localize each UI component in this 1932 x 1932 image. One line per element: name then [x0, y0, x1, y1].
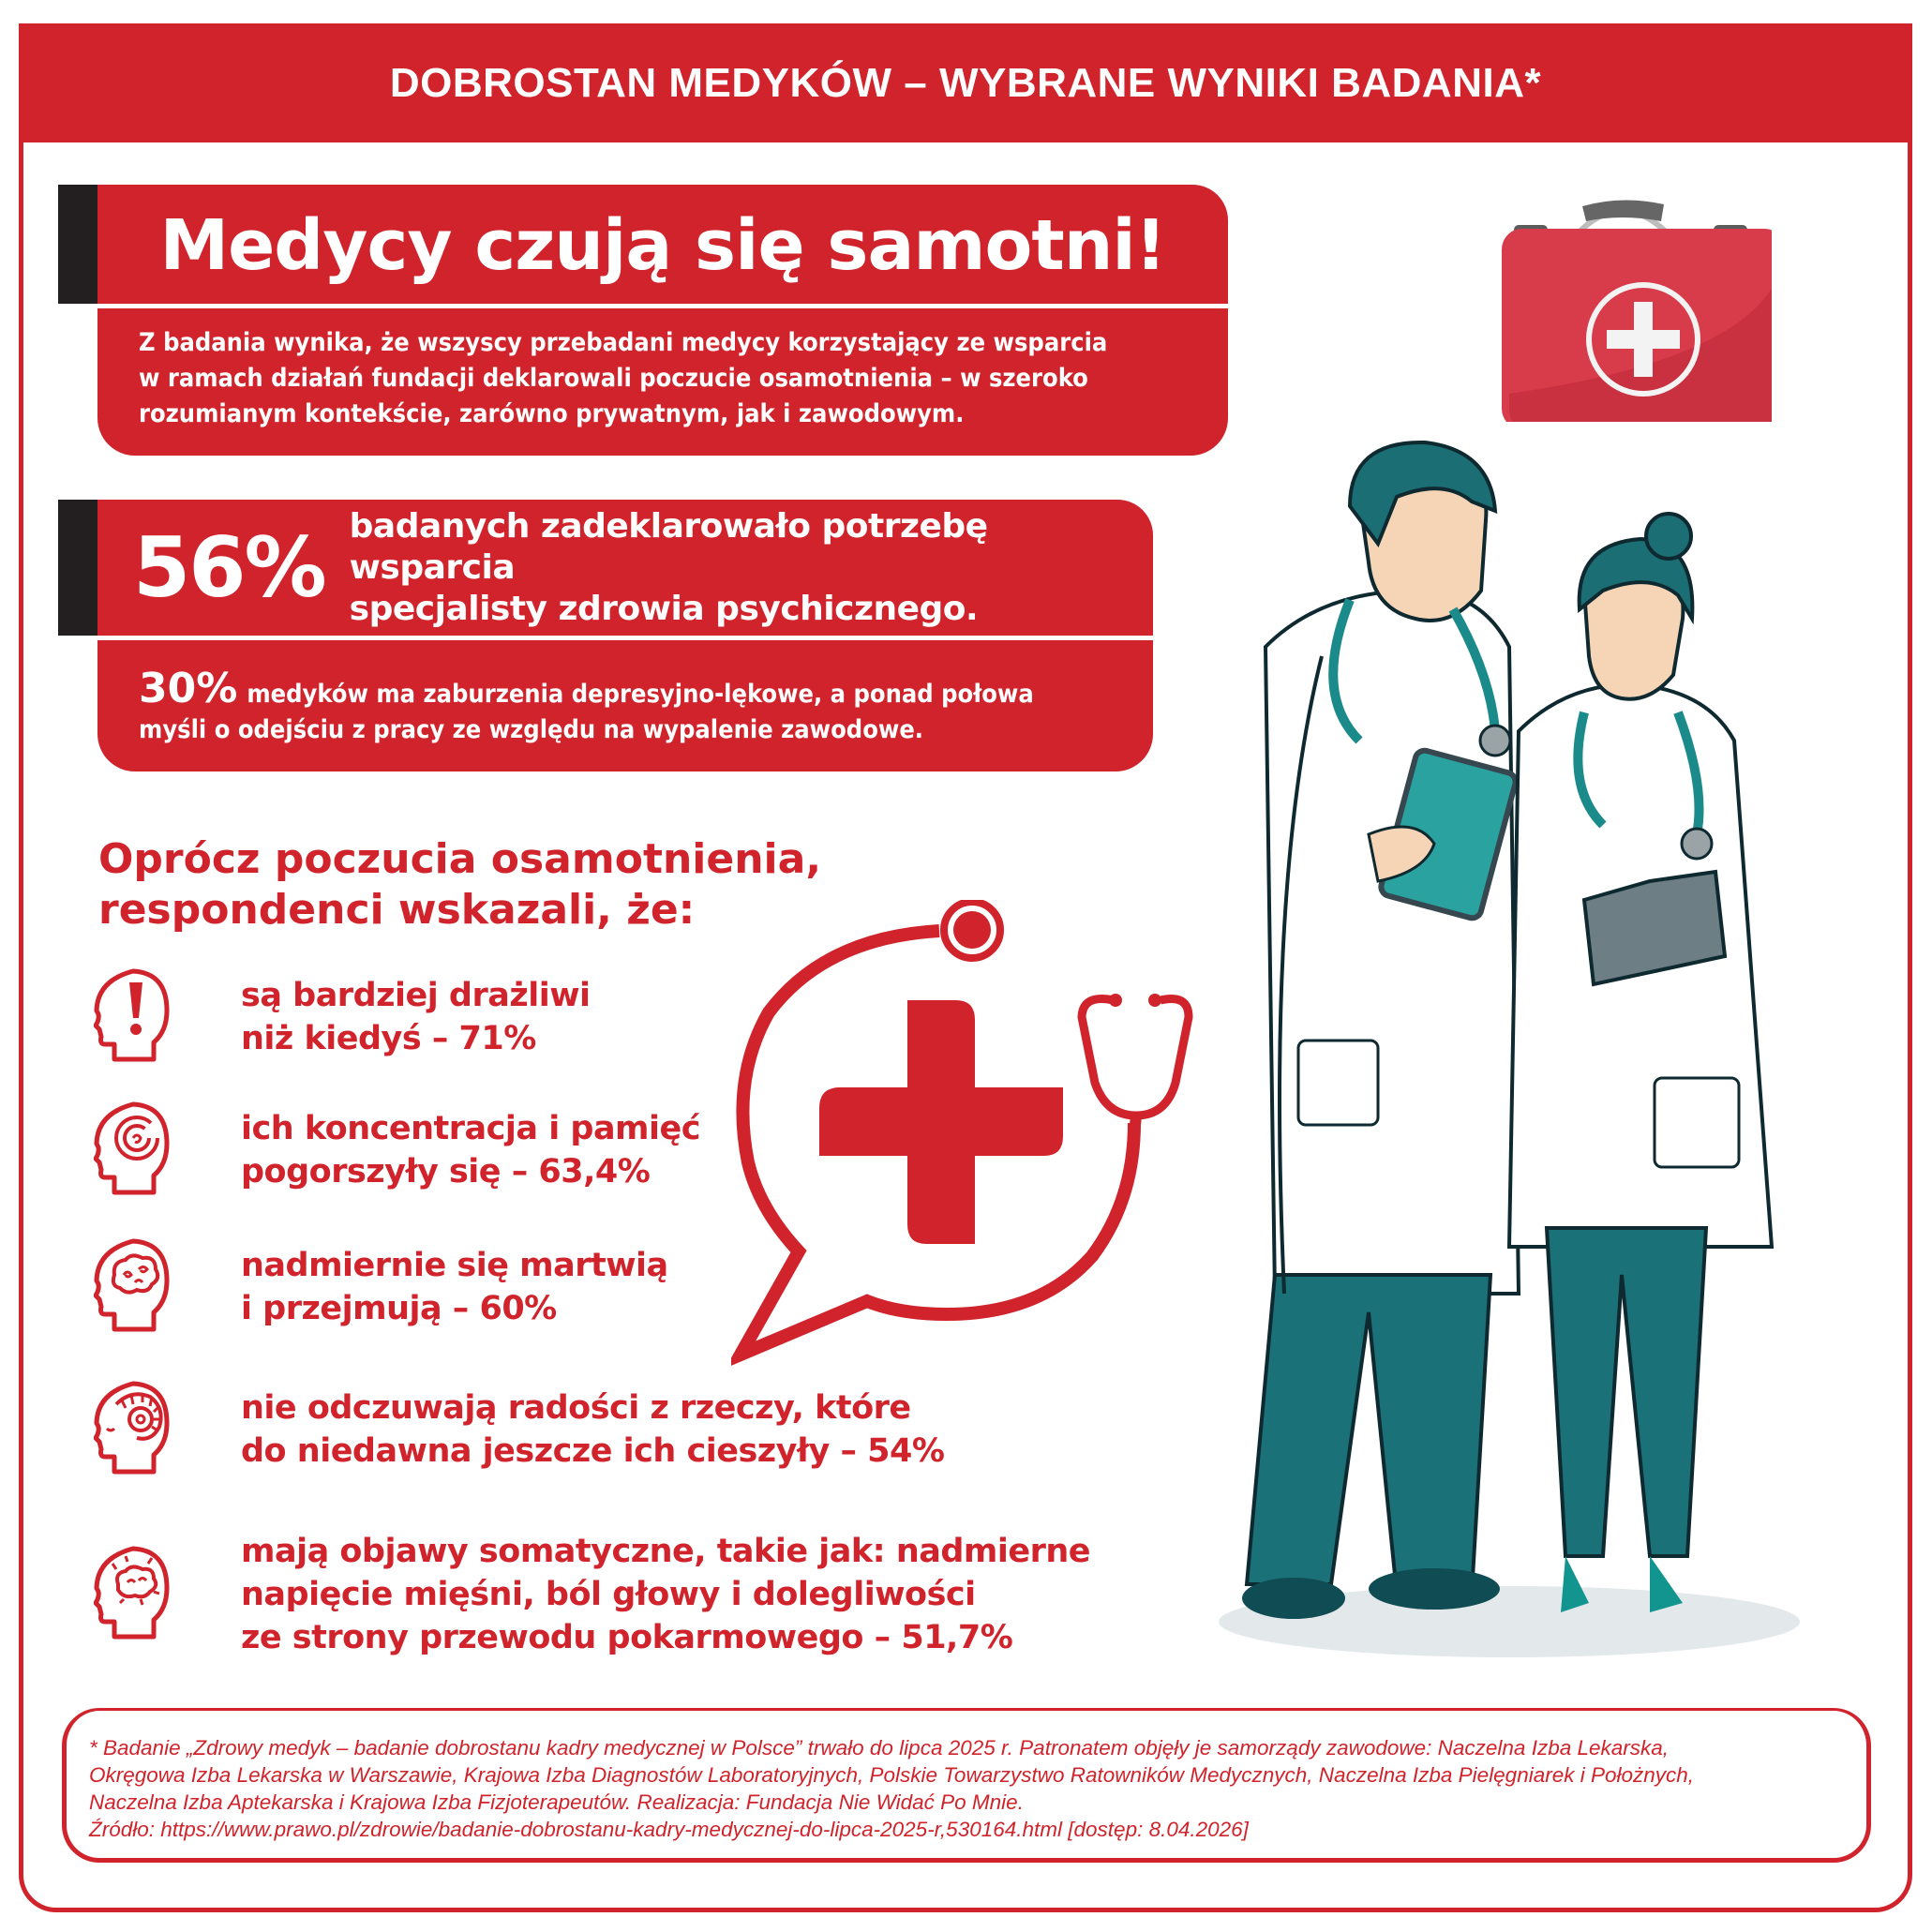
depression-line: medyków ma zaburzenia depresyjno-lękowe, a ponad połowa	[247, 680, 1034, 709]
head-shell-icon	[94, 1378, 171, 1481]
symptom-line: mają objawy somatyczne, takie jak: nadmierne	[241, 1533, 1091, 1570]
symptoms-heading-line: Oprócz poczucia osamotnienia,	[98, 835, 822, 883]
accent-bar	[58, 500, 97, 636]
symptom-line: i przejmują – 60%	[241, 1290, 557, 1327]
symptom-line: do niedawna jeszcze ich cieszyły – 54%	[241, 1432, 945, 1470]
page-title: DOBROSTAN MEDYKÓW – WYBRANE WYNIKI BADANIA*	[389, 59, 1542, 106]
two-doctors-illustration	[1209, 431, 1809, 1669]
footnote-line: Okręgowa Izba Lekarska w Warszawie, Krajowa Izba Diagnostów Laboratoryjnych, Polskie Towarzystwo Ratowników Medycznych, Naczelna Izba Pielęgniarek i Położnych,	[89, 1763, 1695, 1787]
depression-percent: 30%	[139, 665, 238, 712]
footnote-box	[62, 1708, 1871, 1863]
loneliness-headline: Medycy czują się samotni!	[159, 205, 1166, 286]
accent-bar	[58, 185, 97, 304]
symptoms-heading-line: respondenci wskazali, że:	[98, 886, 696, 934]
head-spiral-icon	[94, 1099, 171, 1202]
loneliness-headline-box	[97, 185, 1228, 304]
loneliness-line: rozumianym kontekście, zarówno prywatnym, jak i zawodowym.	[139, 399, 965, 428]
medical-cross-speech-bubble-icon	[731, 900, 1219, 1387]
first-aid-kit-icon	[1472, 187, 1772, 422]
loneliness-body-box	[97, 308, 1228, 456]
head-exclamation-icon	[94, 966, 171, 1069]
head-brain-icon	[94, 1236, 171, 1339]
support-need-line: specjalisty zdrowia psychicznego.	[349, 589, 979, 628]
symptom-item	[94, 1530, 1090, 1659]
symptom-line: nadmiernie się martwią	[241, 1247, 668, 1284]
depression-box	[97, 640, 1153, 771]
support-need-percent: 56%	[133, 518, 325, 616]
symptom-line: są bardziej drażliwi	[241, 977, 591, 1014]
support-need-box	[97, 500, 1153, 636]
footnote-source-link: Źródło: https://www.prawo.pl/zdrowie/badanie-dobrostanu-kadry-medycznej-do-lipca-2025-r,530164.html [dostęp: 8.04.2026]	[89, 1818, 1249, 1841]
symptom-line: nie odczuwają radości z rzeczy, które	[241, 1389, 911, 1427]
symptom-item	[94, 1236, 668, 1339]
loneliness-line: Z badania wynika, że wszyscy przebadani medycy korzystający ze wsparcia	[139, 328, 1108, 357]
footnote-line: * Badanie „Zdrowy medyk – badanie dobrostanu kadry medycznej w Polsce” trwało do lipca 2025 r. Patronatem objęły je samorządy zawodowe: Naczelna Izba Lekarska,	[89, 1736, 1670, 1760]
symptom-line: pogorszyły się – 63,4%	[241, 1153, 651, 1191]
symptom-item	[94, 1378, 944, 1481]
symptom-line: napięcie mięśni, ból głowy i dolegliwości	[241, 1576, 976, 1613]
header-banner	[19, 23, 1912, 142]
loneliness-line: w ramach działań fundacji deklarowali poczucie osamotnienia – w szeroko	[139, 364, 1088, 393]
depression-line: myśli o odejściu z pracy ze względu na wypalenie zawodowe.	[139, 715, 924, 744]
head-tension-icon	[94, 1543, 171, 1646]
support-need-line: badanych zadeklarowało potrzebę wsparcia	[349, 506, 988, 587]
symptom-item	[94, 1099, 700, 1202]
symptom-line: ze strony przewodu pokarmowego – 51,7%	[241, 1619, 1013, 1656]
symptom-line: ich koncentracja i pamięć	[241, 1110, 701, 1147]
symptoms-heading	[98, 834, 821, 936]
symptom-line: niż kiedyś – 71%	[241, 1020, 536, 1057]
symptom-item	[94, 966, 591, 1069]
footnote-line: Naczelna Izba Aptekarska i Krajowa Izba Fizjoterapeutów. Realizacja: Fundacja Nie Widać Po Mnie.	[89, 1790, 1024, 1814]
